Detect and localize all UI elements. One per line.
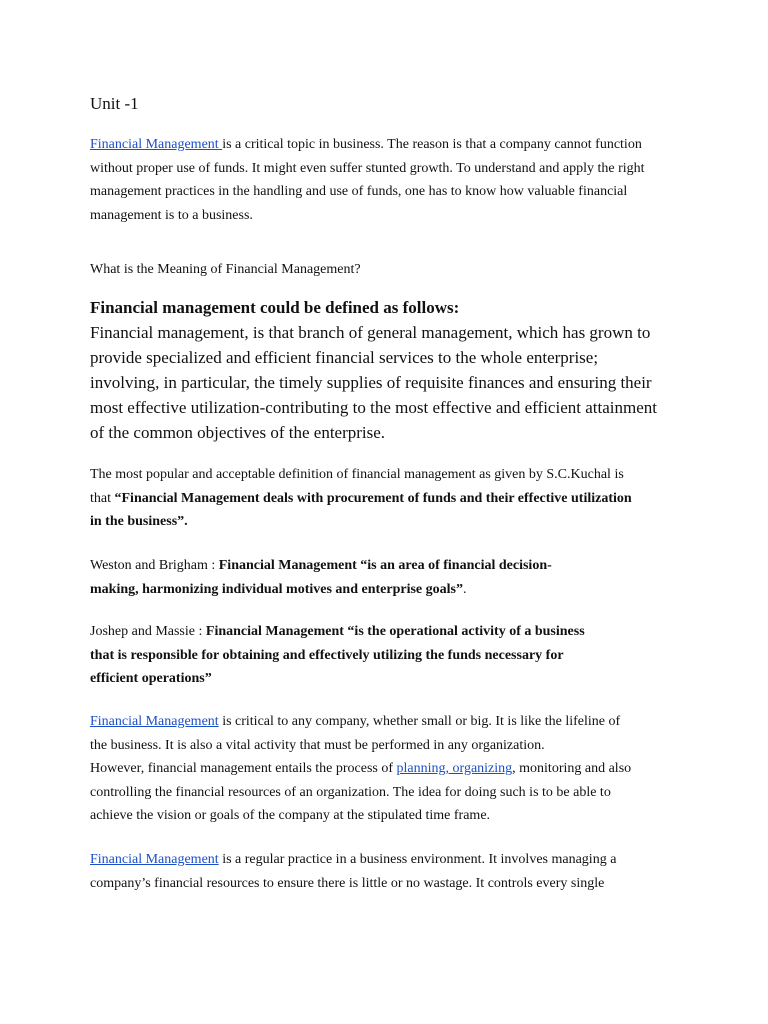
financial-management-link[interactable]: Financial Management	[90, 714, 219, 729]
definition-heading: Financial management could be defined as follows:	[90, 298, 460, 317]
joshep-massie-definition: Joshep and Massie : Financial Management “is the operational activity of a business that is responsible for obtaining and effectively utilizing the funds necessary for efficient operations”	[90, 624, 585, 686]
critical-paragraph: Financial Management is critical to any company, whether small or big. It is like the lifeline of the business. It is also a vital activity that must be performed in any organization. However, financial management entails the process of planning, organizing, monitoring and also controlling the financial resources of an organization. The idea for doing such is to be able to achieve the vision or goals of the company at the stipulated time frame.	[90, 714, 632, 823]
intro-paragraph: Financial Management is a critical topic in business. The reason is that a company cannot function without proper use of funds. It might even suffer stunted growth. To understand and apply the right management practices in the handling and use of funds, one has to know how valuable financial management is to a business.	[90, 137, 645, 223]
planning-organizing-link[interactable]: planning, organizing	[396, 761, 513, 776]
weston-brigham-definition: Weston and Brigham : Financial Management “is an area of financial decision- making, harmonizing individual motives and enterprise goals”.	[90, 558, 552, 597]
unit-heading: Unit -1	[90, 94, 139, 113]
financial-management-link[interactable]: Financial Management	[90, 137, 223, 152]
regular-practice-paragraph: Financial Management is a regular practice in a business environment. It involves managing a company’s financial resources to ensure there is little or no wastage. It controls every single	[90, 852, 617, 891]
definition-body: Financial management, is that branch of general management, which has grown to provide specialized and efficient financial services to the whole enterprise; involving, in particular, the timely supplies of requisite finances and ensuring their most effective utilization-contributing to the most effective and efficient attainment of the common objectives of the enterprise.	[90, 323, 657, 442]
kuchal-definition: The most popular and acceptable definition of financial management as given by S.C.Kuchal is that “Financial Management deals with procurement of funds and their effective utilization in the business”.	[90, 467, 632, 529]
meaning-question: What is the Meaning of Financial Management?	[90, 262, 361, 277]
financial-management-link[interactable]: Financial Management	[90, 852, 219, 867]
